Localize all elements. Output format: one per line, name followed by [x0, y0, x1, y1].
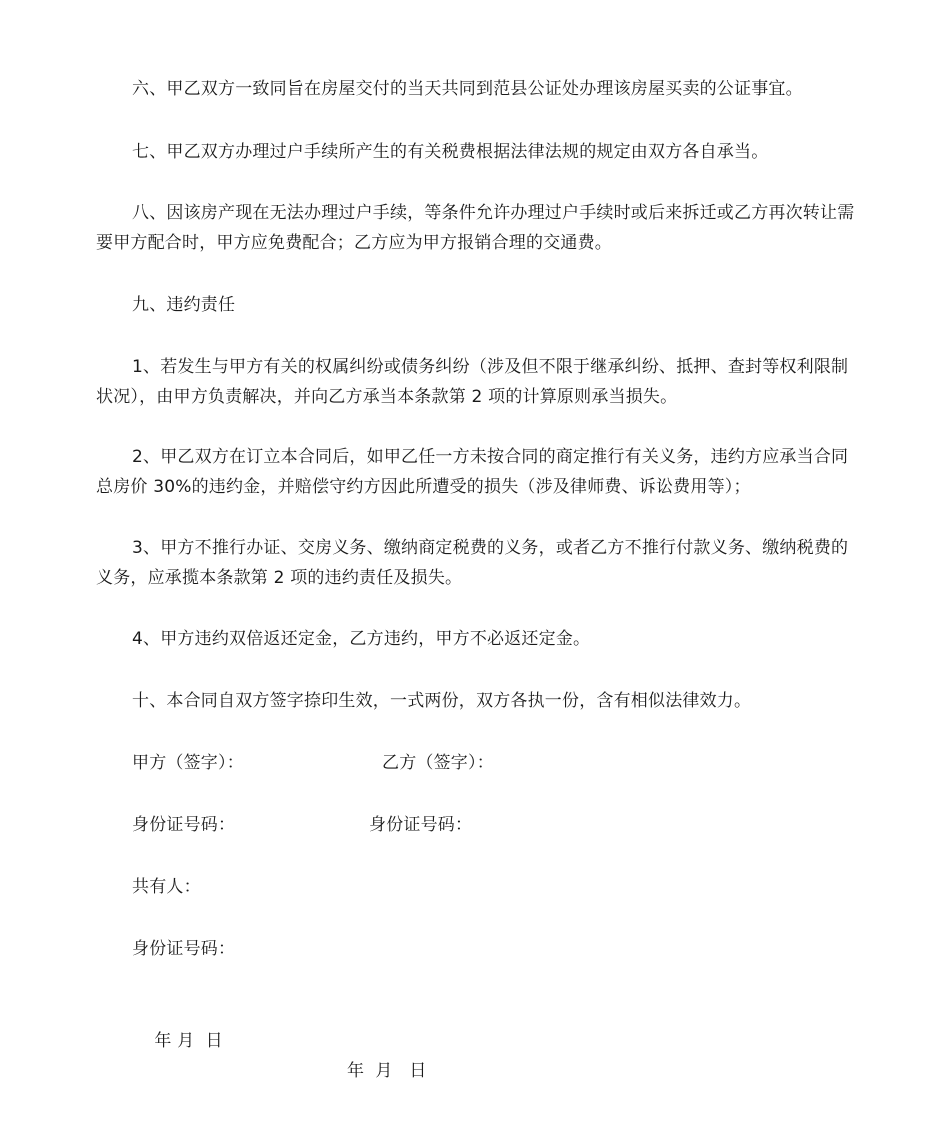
clause-10: 十、本合同自双方签字捺印生效，一式两份，双方各执一份，含有相似法律效力。	[132, 691, 752, 711]
clause-8: 八、因该房产现在无法办理过户手续，等条件允许办理过户手续时或后来拆迁或乙方再次转让需要甲方配合时，甲方应免费配合；乙方应为甲方报销合理的交通费。	[96, 203, 855, 253]
signature-row	[132, 748, 494, 778]
co-owner-id-row	[132, 934, 235, 964]
party-a-signature-label: 甲方（签字）：	[132, 753, 244, 773]
party-b-id-label: 身份证号码：	[369, 815, 473, 835]
clause-9-item-2: 2、甲乙双方在订立本合同后，如甲乙任一方未按合同的商定推行有关义务，违约方应承当合同总房价 30%的违约金，并赔偿守约方因此所遭受的损失（涉及律师费、诉讼费用等）；	[96, 447, 849, 497]
party-b-signature-label: 乙方（签字）：	[382, 753, 494, 773]
clause-9-item-3: 3、甲方不推行办证、交房义务、缴纳商定税费的义务，或者乙方不推行付款义务、缴纳税费的义务，应承揽本条款第 2 项的违约责任及损失。	[96, 538, 849, 588]
clause-9-item-4: 4、甲方违约双倍返还定金，乙方违约，甲方不必返还定金。	[132, 629, 591, 649]
party-a-date: 年 月 日	[154, 1031, 223, 1051]
party-a-id-label: 身份证号码：	[132, 815, 236, 835]
clause-9-item-1: 1、若发生与甲方有关的权属纠纷或债务纠纷（涉及但不限于继承纠纷、抵押、查封等权利限制状况），由甲方负责解决，并向乙方承当本条款第 2 项的计算原则承当损失。	[96, 357, 849, 407]
co-owner-label: 共有人：	[132, 877, 201, 897]
clause-7: 七、甲乙双方办理过户手续所产生的有关税费根据法律法规的规定由双方各自承当。	[132, 142, 769, 162]
party-b-date: 年 月 日	[347, 1061, 427, 1081]
co-owner-id-label: 身份证号码：	[132, 939, 236, 959]
id-number-row	[132, 810, 473, 840]
co-owner-row	[132, 872, 201, 902]
date-row	[132, 996, 427, 1116]
clause-9-heading: 九、违约责任	[132, 295, 236, 315]
clause-6: 六、甲乙双方一致同旨在房屋交付的当天共同到范县公证处办理该房屋买卖的公证事宜。	[132, 79, 803, 99]
